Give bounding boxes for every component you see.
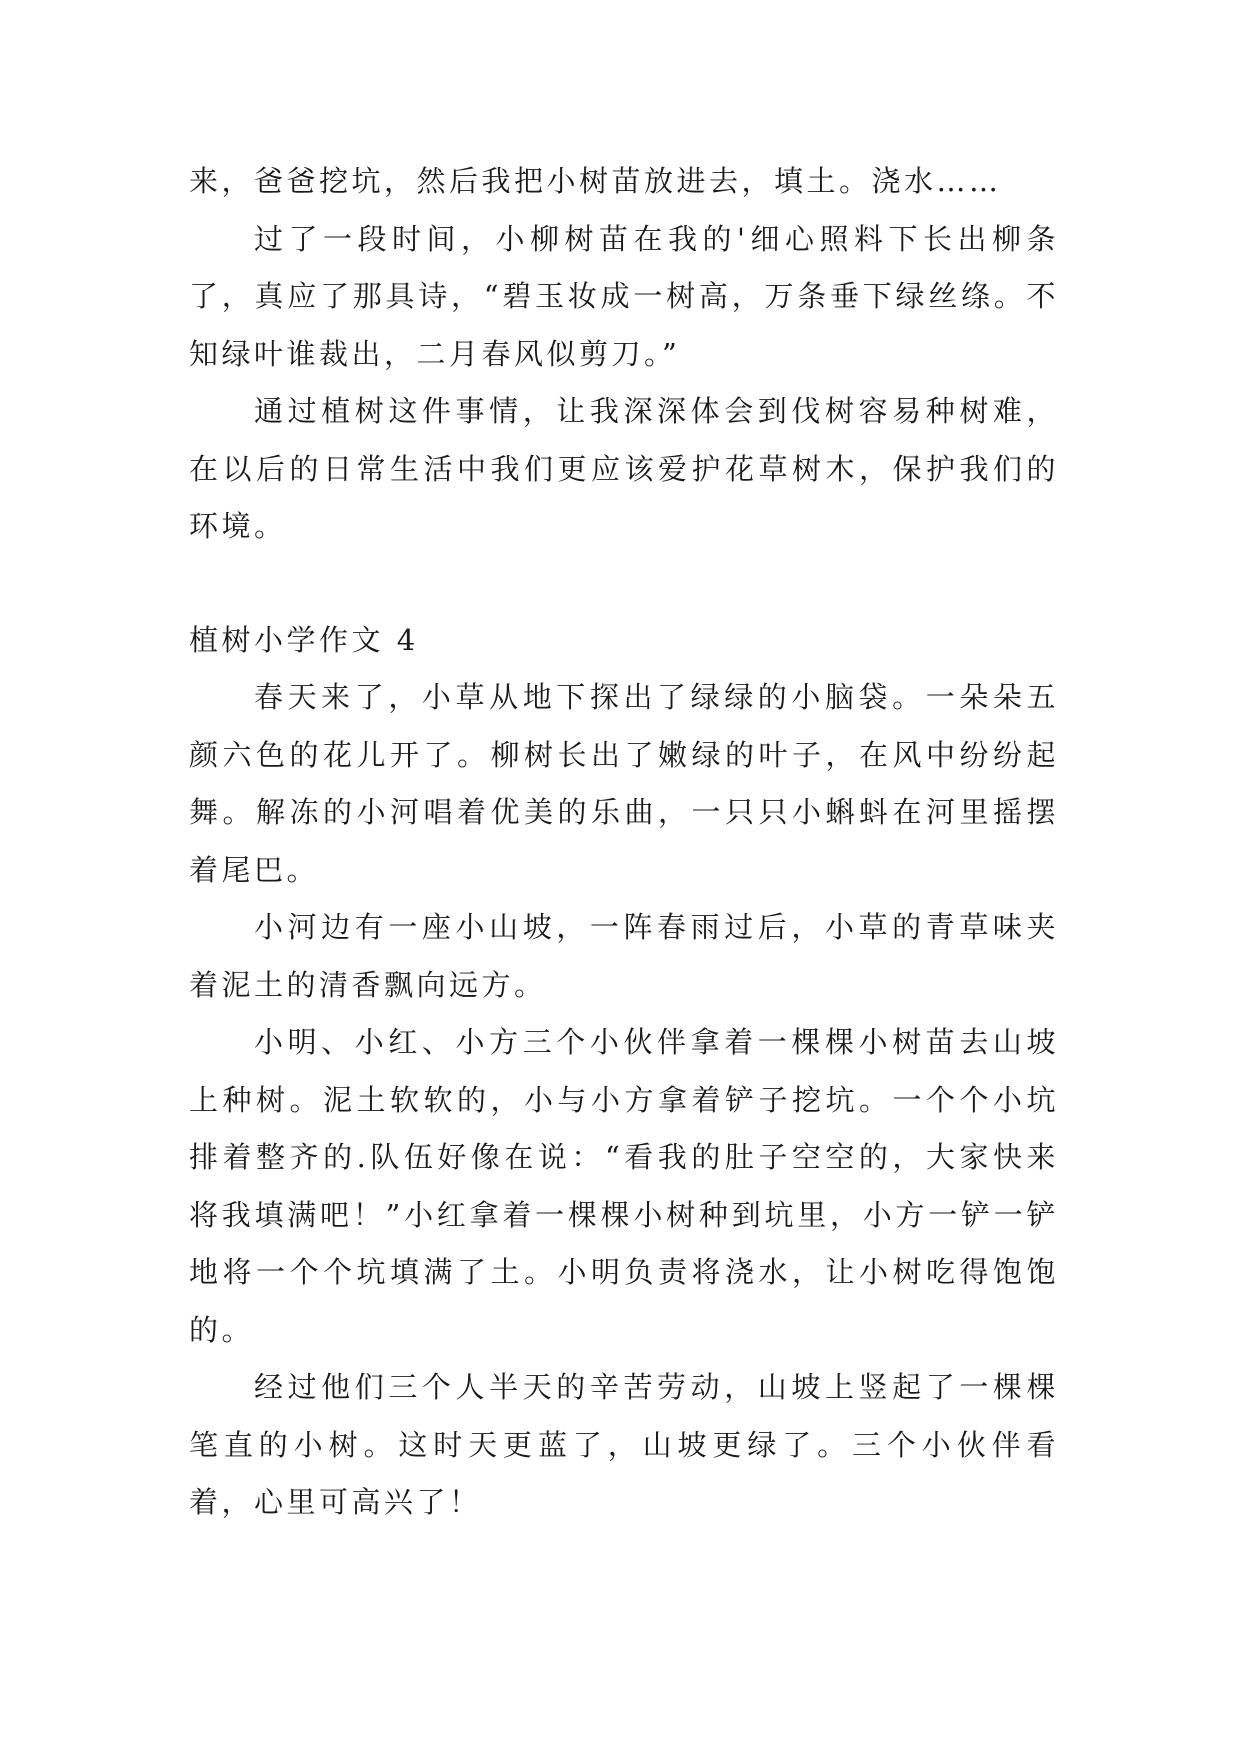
paragraph: 小河边有一座小山坡，一阵春雨过后，小草的青草味夹着泥土的清香飘向远方。 — [189, 910, 1059, 1002]
paragraph: 通过植树这件事情，让我深深体会到伐树容易种树难，在以后的日常生活中我们更应该爱护花草树木，保护我们的环境。 — [189, 394, 1059, 543]
document-body — [189, 153, 1059, 1532]
paragraph: 春天来了，小草从地下探出了绿绿的小脑袋。一朵朵五颜六色的花儿开了。柳树长出了嫩绿的叶子，在风中纷纷起舞。解冻的小河唱着优美的乐曲，一只只小蝌蚪在河里摇摆着尾巴。 — [189, 680, 1059, 887]
section-title: 植树小学作文 4 — [189, 622, 419, 657]
paragraph: 经过他们三个人半天的辛苦劳动，山坡上竖起了一棵棵笔直的小树。这时天更蓝了，山坡更绿了。三个小伙伴看着，心里可高兴了！ — [189, 1370, 1059, 1519]
paragraph-continued: 来，爸爸挖坑，然后我把小树苗放进去，填土。浇水…… — [189, 164, 1002, 198]
paragraph: 小明、小红、小方三个小伙伴拿着一棵棵小树苗去山坡上种树。泥土软软的，小与小方拿着铲子挖坑。一个个小坑排着整齐的.队伍好像在说：“看我的肚子空空的，大家快来将我填满吧！”小红拿着一棵棵小树种到坑里，小方一铲一铲地将一个个坑填满了土。小明负责将浇水，让小树吃得饱饱的。 — [189, 1025, 1059, 1347]
paragraph: 过了一段时间，小柳树苗在我的'细心照料下长出柳条了，真应了那具诗，“碧玉妆成一树高，万条垂下绿丝绦。不知绿叶谁裁出，二月春风似剪刀。” — [189, 221, 1059, 371]
